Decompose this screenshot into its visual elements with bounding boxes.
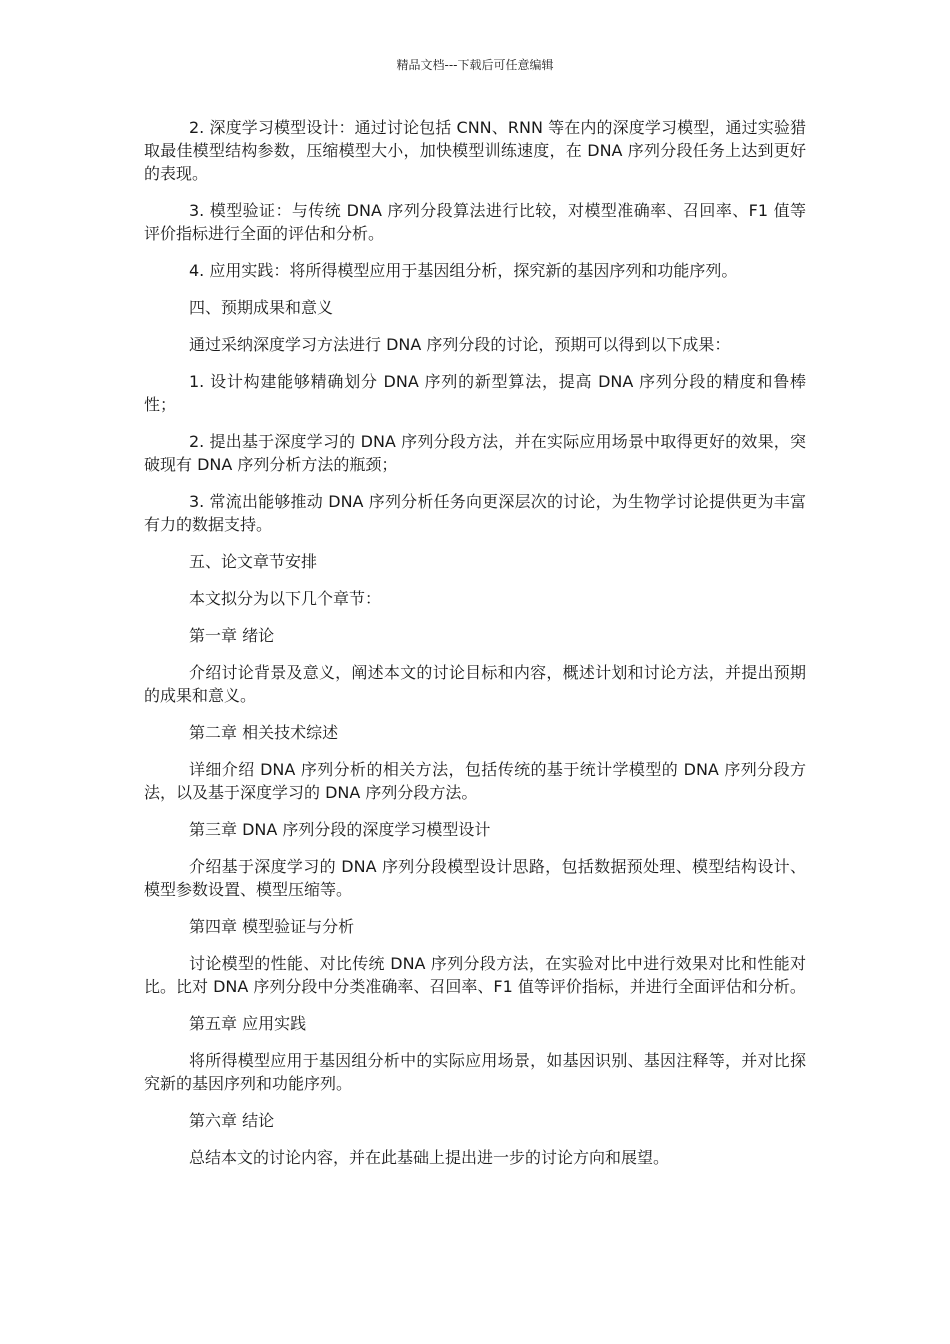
chapter-heading: 第二章 相关技术综述 [189, 723, 339, 742]
chapter-heading: 第三章 DNA 序列分段的深度学习模型设计 [189, 820, 491, 839]
paragraph: 2. 提出基于深度学习的 DNA 序列分段方法，并在实际应用场景中取得更好的效果，突破现有 DNA 序列分析方法的瓶颈； [144, 432, 806, 474]
page-header: 精品文档---下载后可任意编辑 [396, 58, 554, 72]
chapter-heading: 第一章 绪论 [189, 626, 275, 645]
paragraph: 通过采纳深度学习方法进行 DNA 序列分段的讨论，预期可以得到以下成果： [189, 335, 731, 354]
paragraph: 讨论模型的性能、对比传统 DNA 序列分段方法，在实验对比中进行效果对比和性能对比。比对 DNA 序列分段中分类准确率、召回率、F1 值等评价指标，并进行全面评估和分析。 [144, 954, 806, 996]
paragraph: 3. 常流出能够推动 DNA 序列分析任务向更深层次的讨论，为生物学讨论提供更为丰富有力的数据支持。 [144, 492, 806, 534]
paragraph: 将所得模型应用于基因组分析中的实际应用场景，如基因识别、基因注释等，并对比探究新的基因序列和功能序列。 [144, 1051, 806, 1093]
chapter-heading: 第四章 模型验证与分析 [189, 917, 355, 936]
paragraph: 详细介绍 DNA 序列分析的相关方法，包括传统的基于统计学模型的 DNA 序列分段方法，以及基于深度学习的 DNA 序列分段方法。 [144, 760, 806, 802]
paragraph: 介绍基于深度学习的 DNA 序列分段模型设计思路，包括数据预处理、模型结构设计、模型参数设置、模型压缩等。 [144, 857, 806, 899]
paragraph: 1. 设计构建能够精确划分 DNA 序列的新型算法，提高 DNA 序列分段的精度和鲁棒性； [144, 372, 806, 414]
section-heading: 四、预期成果和意义 [189, 298, 334, 317]
document-body [144, 116, 806, 1183]
chapter-heading: 第六章 结论 [189, 1111, 275, 1130]
paragraph: 介绍讨论背景及意义，阐述本文的讨论目标和内容，概述计划和讨论方法，并提出预期的成果和意义。 [144, 663, 806, 705]
paragraph: 本文拟分为以下几个章节： [189, 589, 382, 608]
paragraph: 3. 模型验证：与传统 DNA 序列分段算法进行比较，对模型准确率、召回率、F1 值等评价指标进行全面的评估和分析。 [144, 201, 806, 243]
paragraph: 2. 深度学习模型设计：通过讨论包括 CNN、RNN 等在内的深度学习模型，通过实验猎取最佳模型结构参数，压缩模型大小，加快模型训练速度，在 DNA 序列分段任务上达到更好的表现。 [144, 118, 806, 183]
chapter-heading: 第五章 应用实践 [189, 1014, 307, 1033]
paragraph: 4. 应用实践：将所得模型应用于基因组分析，探究新的基因序列和功能序列。 [189, 261, 738, 280]
section-heading: 五、论文章节安排 [189, 552, 318, 571]
paragraph: 总结本文的讨论内容，并在此基础上提出进一步的讨论方向和展望。 [189, 1148, 670, 1167]
